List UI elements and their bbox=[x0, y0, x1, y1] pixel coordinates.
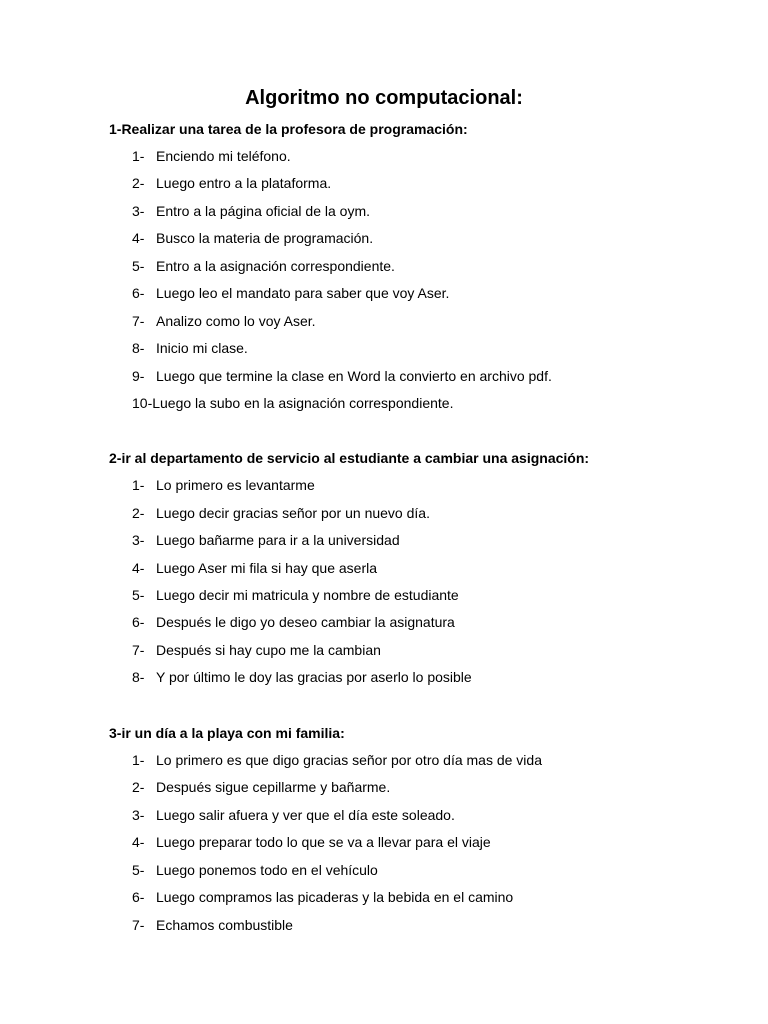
list-item-text: Después si hay cupo me la cambian bbox=[156, 642, 381, 658]
list-item-number: 2- bbox=[132, 779, 145, 795]
list-item bbox=[132, 613, 455, 631]
section-heading-1: 1-Realizar una tarea de la profesora de programación: bbox=[109, 121, 468, 137]
list-item-text: Luego preparar todo lo que se va a llevar para el viaje bbox=[156, 834, 491, 850]
list-item bbox=[132, 504, 430, 522]
list-item-text: Luego entro a la plataforma. bbox=[156, 175, 332, 191]
list-item-number: 10- bbox=[132, 395, 153, 411]
list-item-text: Echamos combustible bbox=[156, 917, 293, 933]
list-item-number: 7- bbox=[132, 917, 145, 933]
list-item-number: 9- bbox=[132, 368, 145, 384]
list-item-number: 2- bbox=[132, 175, 145, 191]
list-item-number: 1- bbox=[132, 477, 145, 493]
list-item-text: Luego compramos las picaderas y la bebida en el camino bbox=[156, 889, 514, 905]
list-item-number: 3- bbox=[132, 807, 145, 823]
list-item bbox=[132, 339, 248, 357]
list-item bbox=[132, 641, 381, 659]
list-item-number: 1- bbox=[132, 148, 145, 164]
list-item bbox=[132, 861, 378, 879]
list-item bbox=[132, 367, 552, 385]
list-item-text: Luego decir gracias señor por un nuevo día. bbox=[156, 505, 430, 521]
list-item-number: 8- bbox=[132, 669, 145, 685]
list-item bbox=[132, 257, 395, 275]
list-item-text: Luego ponemos todo en el vehículo bbox=[156, 862, 378, 878]
list-item bbox=[132, 778, 390, 796]
list-item-number: 8- bbox=[132, 340, 145, 356]
list-item-text: Luego bañarme para ir a la universidad bbox=[156, 532, 400, 548]
list-item-number: 3- bbox=[132, 532, 145, 548]
list-item bbox=[132, 202, 370, 220]
list-item bbox=[132, 751, 542, 769]
list-item-text: Después le digo yo deseo cambiar la asignatura bbox=[156, 614, 455, 630]
list-item-number: 1- bbox=[132, 752, 145, 768]
list-item-text: Inicio mi clase. bbox=[156, 340, 248, 356]
list-item bbox=[132, 312, 316, 330]
list-item bbox=[132, 531, 400, 549]
list-item-text: Luego la subo en la asignación correspondiente. bbox=[152, 395, 454, 411]
list-item-number: 6- bbox=[132, 889, 145, 905]
list-item-text: Luego decir mi matricula y nombre de estudiante bbox=[156, 587, 459, 603]
list-item-number: 7- bbox=[132, 642, 145, 658]
list-item-number: 6- bbox=[132, 285, 145, 301]
list-item-text: Lo primero es levantarme bbox=[156, 477, 315, 493]
list-item-text: Después sigue cepillarme y bañarme. bbox=[156, 779, 391, 795]
list-item-number: 5- bbox=[132, 862, 145, 878]
section-heading-2: 2-ir al departamento de servicio al estudiante a cambiar una asignación: bbox=[109, 450, 590, 466]
list-item bbox=[132, 806, 455, 824]
list-item bbox=[132, 229, 373, 247]
list-item bbox=[132, 668, 472, 686]
list-item-text: Entro a la página oficial de la oym. bbox=[156, 203, 371, 219]
section-heading-3: 3-ir un día a la playa con mi familia: bbox=[109, 725, 345, 741]
list-item-number: 4- bbox=[132, 230, 145, 246]
list-item-text: Y por último le doy las gracias por aserlo lo posible bbox=[156, 669, 472, 685]
list-item-number: 3- bbox=[132, 203, 145, 219]
list-item bbox=[132, 284, 449, 302]
list-item-number: 5- bbox=[132, 587, 145, 603]
list-item-text: Analizo como lo voy Aser. bbox=[156, 313, 316, 329]
list-item bbox=[132, 559, 377, 577]
list-item bbox=[132, 833, 491, 851]
list-item-text: Busco la materia de programación. bbox=[156, 230, 374, 246]
list-item-text: Enciendo mi teléfono. bbox=[156, 148, 291, 164]
list-item-number: 4- bbox=[132, 834, 145, 850]
list-item bbox=[132, 476, 315, 494]
list-item-number: 5- bbox=[132, 258, 145, 274]
list-item bbox=[132, 394, 453, 412]
list-item bbox=[132, 586, 459, 604]
page-title: Algoritmo no computacional: bbox=[245, 87, 523, 109]
list-item-number: 7- bbox=[132, 313, 145, 329]
list-item-text: Luego Aser mi fila si hay que aserla bbox=[156, 560, 378, 576]
list-item bbox=[132, 174, 331, 192]
list-item-number: 4- bbox=[132, 560, 145, 576]
list-item-text: Entro a la asignación correspondiente. bbox=[156, 258, 395, 274]
list-item-text: Luego leo el mandato para saber que voy Aser. bbox=[156, 285, 450, 301]
list-item bbox=[132, 147, 291, 165]
list-item-number: 6- bbox=[132, 614, 145, 630]
list-item-text: Luego que termine la clase en Word la convierto en archivo pdf. bbox=[156, 368, 552, 384]
list-item bbox=[132, 888, 513, 906]
list-item-text: Lo primero es que digo gracias señor por otro día mas de vida bbox=[156, 752, 542, 768]
list-item-text: Luego salir afuera y ver que el día este soleado. bbox=[156, 807, 455, 823]
list-item bbox=[132, 916, 293, 934]
list-item-number: 2- bbox=[132, 505, 145, 521]
